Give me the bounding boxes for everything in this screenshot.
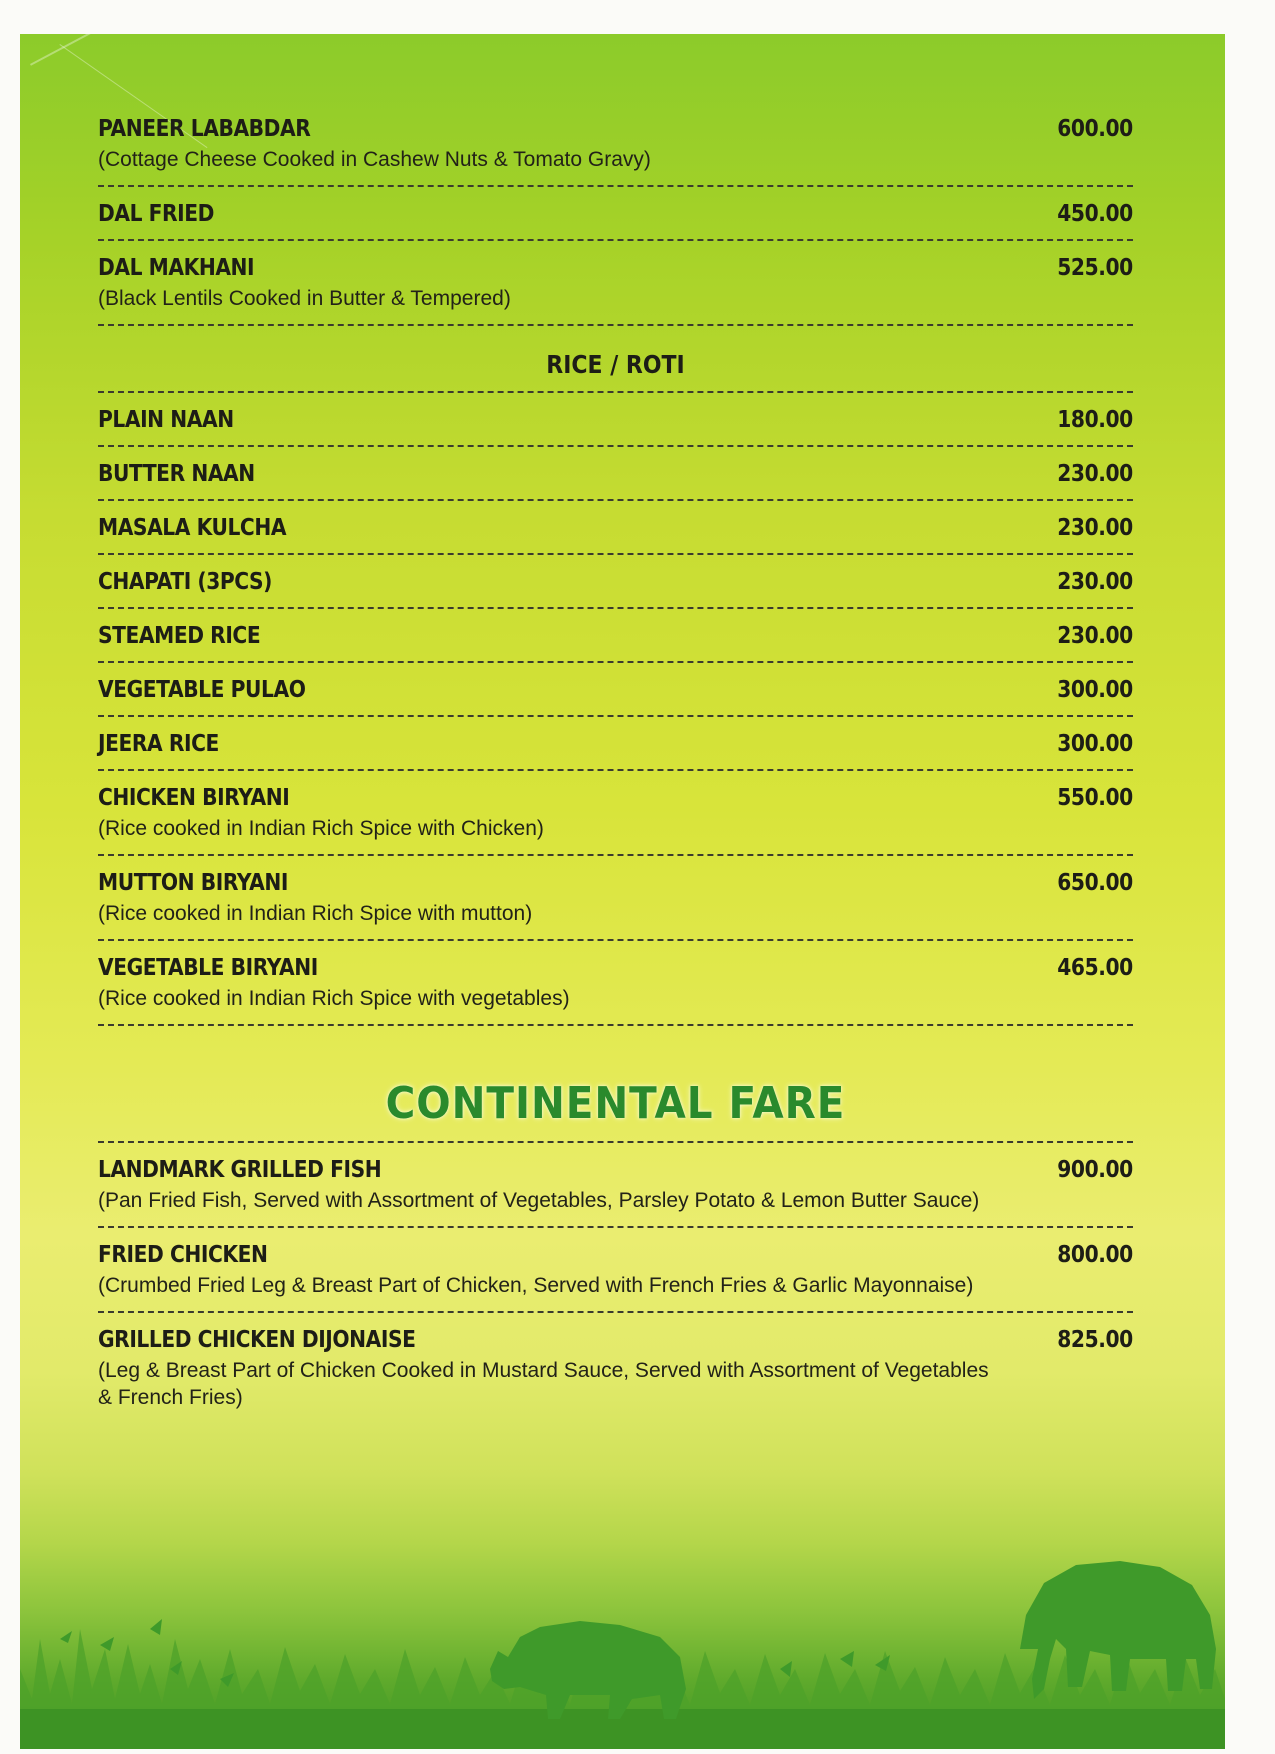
dashed-divider xyxy=(98,715,1133,717)
item-price: 800.00 xyxy=(1057,1242,1133,1268)
item-price: 550.00 xyxy=(1057,785,1133,811)
dashed-divider xyxy=(98,607,1133,609)
item-price: 300.00 xyxy=(1057,677,1133,703)
item-name: MUTTON BIRYANI xyxy=(98,870,288,896)
ground-strip xyxy=(20,1709,1225,1749)
item-description: (Black Lentils Cooked in Butter & Tempered) xyxy=(98,287,511,310)
menu-item xyxy=(98,731,1133,757)
item-price: 230.00 xyxy=(1057,569,1133,595)
item-description: (Rice cooked in Indian Rich Spice with mutton) xyxy=(98,902,533,925)
menu-item xyxy=(98,677,1133,703)
dashed-divider xyxy=(98,1024,1133,1026)
menu-item xyxy=(98,116,1133,173)
item-description: (Cottage Cheese Cooked in Cashew Nuts & Tomato Gravy) xyxy=(98,148,651,171)
item-price: 180.00 xyxy=(1057,407,1133,433)
paper-crease xyxy=(30,34,261,66)
item-price: 230.00 xyxy=(1057,461,1133,487)
dashed-divider xyxy=(98,1226,1133,1228)
item-price: 600.00 xyxy=(1057,116,1133,142)
dashed-divider xyxy=(98,939,1133,941)
item-name: PLAIN NAAN xyxy=(98,407,234,433)
menu-item xyxy=(98,623,1133,649)
dashed-divider xyxy=(98,324,1133,326)
safari-scene xyxy=(20,1519,1225,1749)
item-price: 900.00 xyxy=(1057,1157,1133,1183)
item-price: 300.00 xyxy=(1057,731,1133,757)
item-description: (Pan Fried Fish, Served with Assortment of Vegetables, Parsley Potato & Lemon Butter Sauce) xyxy=(98,1189,980,1212)
dashed-divider xyxy=(98,769,1133,771)
dashed-divider xyxy=(98,499,1133,501)
item-name: VEGETABLE PULAO xyxy=(98,677,306,703)
dashed-divider xyxy=(98,553,1133,555)
dashed-divider xyxy=(98,1311,1133,1313)
dashed-divider xyxy=(98,391,1133,393)
item-price: 230.00 xyxy=(1057,515,1133,541)
menu-item xyxy=(98,201,1133,227)
item-name: MASALA KULCHA xyxy=(98,515,287,541)
dashed-divider xyxy=(98,1141,1133,1143)
item-price: 230.00 xyxy=(1057,623,1133,649)
item-price: 450.00 xyxy=(1057,201,1133,227)
section-heading-rice-roti: RICE / ROTI xyxy=(546,350,685,379)
dashed-divider xyxy=(98,185,1133,187)
item-name: BUTTER NAAN xyxy=(98,461,255,487)
item-name: FRIED CHICKEN xyxy=(98,1242,268,1268)
item-description: (Leg & Breast Part of Chicken Cooked in Mustard Sauce, Served with Assortment of Vegetables & French Fries) xyxy=(98,1359,989,1409)
menu-item xyxy=(98,1242,1133,1299)
menu-item xyxy=(98,785,1133,842)
item-name: LANDMARK GRILLED FISH xyxy=(98,1157,382,1183)
item-name: DAL MAKHANI xyxy=(98,255,255,281)
item-name: JEERA RICE xyxy=(98,731,219,757)
item-name: VEGETABLE BIRYANI xyxy=(98,955,318,981)
menu-item xyxy=(98,1327,1133,1411)
item-description: (Crumbed Fried Leg & Breast Part of Chicken, Served with French Fries & Garlic Mayonnaise) xyxy=(98,1274,974,1297)
item-description: (Rice cooked in Indian Rich Spice with vegetables) xyxy=(98,987,570,1010)
item-price: 825.00 xyxy=(1057,1327,1133,1353)
item-price: 525.00 xyxy=(1057,255,1133,281)
item-description: (Rice cooked in Indian Rich Spice with Chicken) xyxy=(98,817,544,840)
menu-item xyxy=(98,461,1133,487)
menu-item xyxy=(98,569,1133,595)
menu-list xyxy=(98,116,1133,1411)
dashed-divider xyxy=(98,445,1133,447)
item-name: CHICKEN BIRYANI xyxy=(98,785,290,811)
dashed-divider xyxy=(98,661,1133,663)
dashed-divider xyxy=(98,854,1133,856)
menu-item xyxy=(98,407,1133,433)
item-price: 650.00 xyxy=(1057,870,1133,896)
menu-item xyxy=(98,955,1133,1012)
menu-item xyxy=(98,255,1133,312)
item-name: PANEER LABABDAR xyxy=(98,116,311,142)
dashed-divider xyxy=(98,239,1133,241)
section-heading-continental-fare: CONTINENTAL FARE xyxy=(385,1078,846,1129)
item-name: CHAPATI (3PCS) xyxy=(98,569,272,595)
item-name: STEAMED RICE xyxy=(98,623,261,649)
menu-item xyxy=(98,870,1133,927)
menu-item xyxy=(98,515,1133,541)
menu-page xyxy=(20,34,1225,1749)
menu-item xyxy=(98,1157,1133,1214)
item-name: GRILLED CHICKEN DIJONAISE xyxy=(98,1327,416,1353)
item-price: 465.00 xyxy=(1057,955,1133,981)
item-name: DAL FRIED xyxy=(98,201,215,227)
